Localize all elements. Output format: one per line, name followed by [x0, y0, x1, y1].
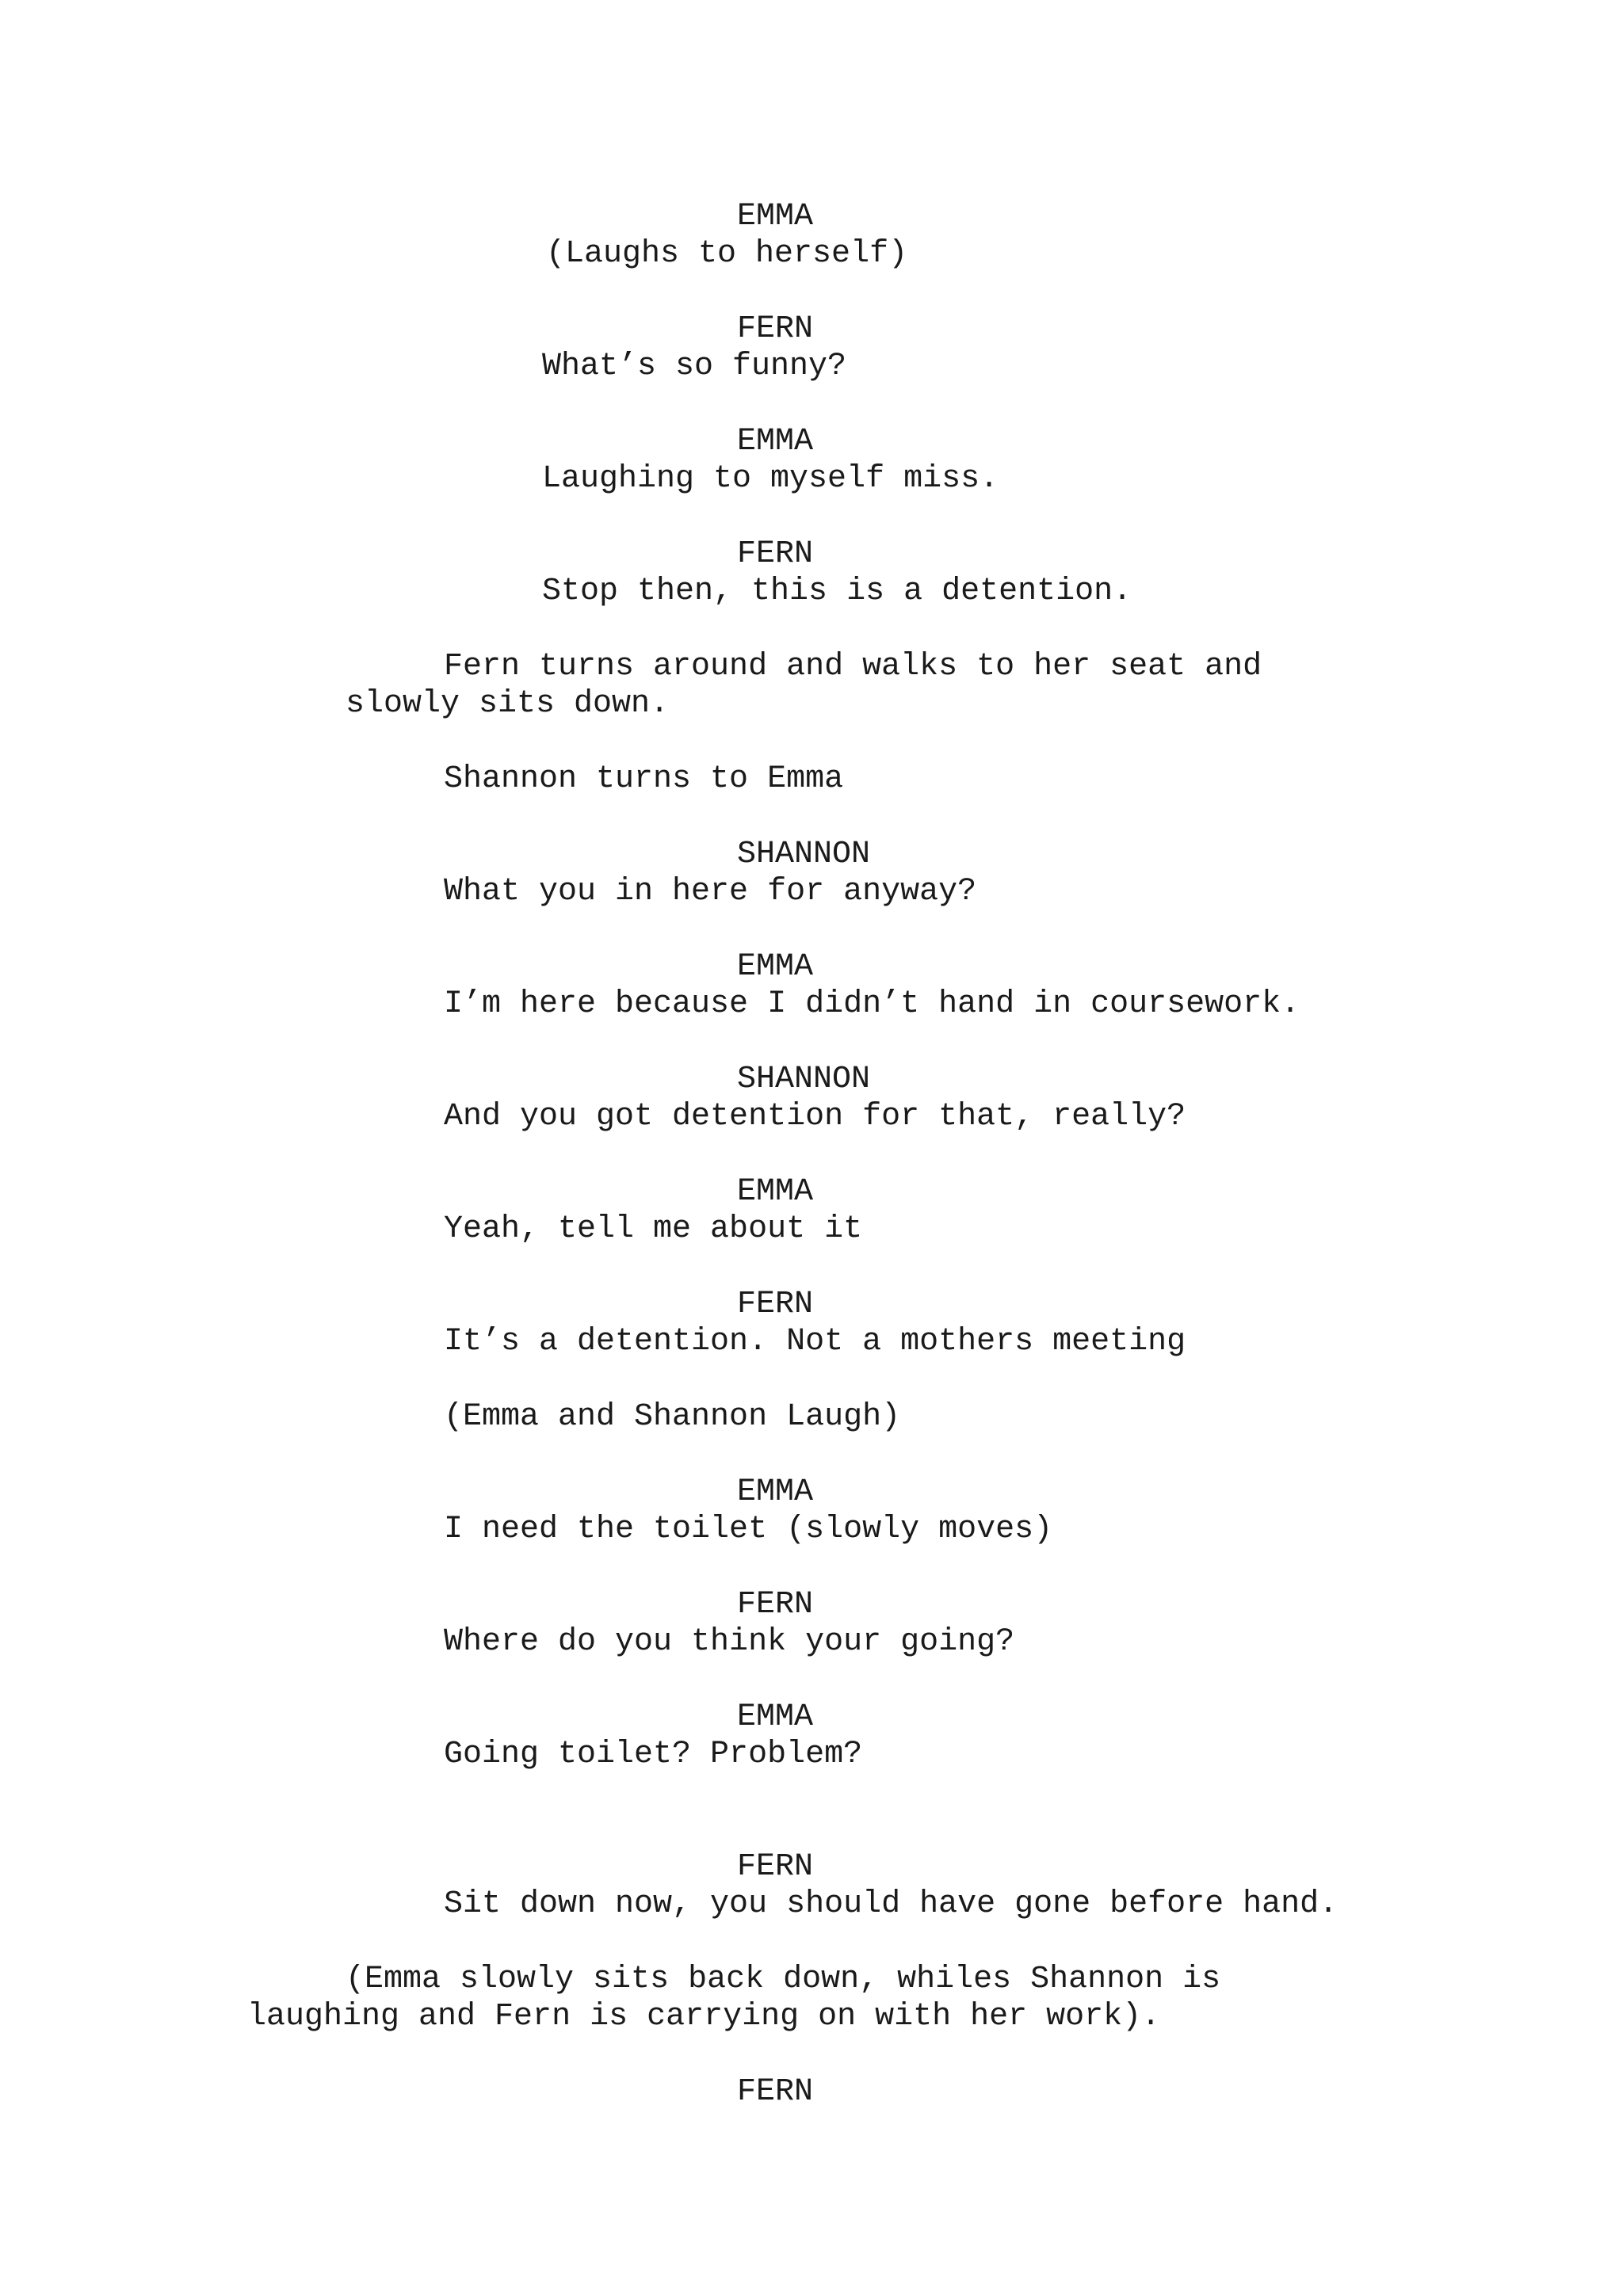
character-cue: EMMA	[737, 1474, 814, 1510]
stage-direction: (Emma and Shannon Laugh)	[444, 1399, 901, 1435]
dialogue-line: Stop then, this is a detention.	[542, 574, 1132, 609]
stage-direction: (Emma slowly sits back down, whiles Shannon is	[346, 1962, 1221, 1997]
dialogue-line: Yeah, tell me about it	[444, 1211, 863, 1247]
dialogue-line: Sit down now, you should have gone before hand.	[444, 1886, 1338, 1922]
action-line: Shannon turns to Emma	[444, 761, 844, 797]
character-cue: EMMA	[737, 1174, 814, 1210]
dialogue-line: What’s so funny?	[542, 349, 847, 384]
character-cue: SHANNON	[737, 837, 871, 872]
dialogue-line: Going toilet? Problem?	[444, 1737, 863, 1772]
parenthetical: (Laughs to herself)	[546, 236, 908, 272]
character-cue: EMMA	[737, 1699, 814, 1735]
dialogue-line: And you got detention for that, really?	[444, 1099, 1186, 1135]
stage-direction: laughing and Fern is carrying on with her work).	[247, 1999, 1161, 2035]
dialogue-line: It’s a detention. Not a mothers meeting	[444, 1324, 1186, 1360]
dialogue-line: What you in here for anyway?	[444, 874, 977, 910]
character-cue: FERN	[737, 311, 814, 347]
dialogue-line: Where do you think your going?	[444, 1624, 1015, 1660]
dialogue-line: I need the toilet (slowly moves)	[444, 1512, 1053, 1547]
character-cue: FERN	[737, 1587, 814, 1623]
character-cue: EMMA	[737, 949, 814, 985]
character-cue: FERN	[737, 536, 814, 572]
character-cue: FERN	[737, 1849, 814, 1885]
action-line: slowly sits down.	[346, 686, 670, 722]
character-cue: SHANNON	[737, 1062, 871, 1097]
character-cue: EMMA	[737, 199, 814, 235]
character-cue: FERN	[737, 1287, 814, 1322]
character-cue: EMMA	[737, 424, 814, 460]
dialogue-line: I’m here because I didn’t hand in coursework.	[444, 986, 1300, 1022]
action-line: Fern turns around and walks to her seat and	[444, 649, 1262, 685]
character-cue: FERN	[737, 2074, 814, 2110]
dialogue-line: Laughing to myself miss.	[542, 461, 999, 497]
